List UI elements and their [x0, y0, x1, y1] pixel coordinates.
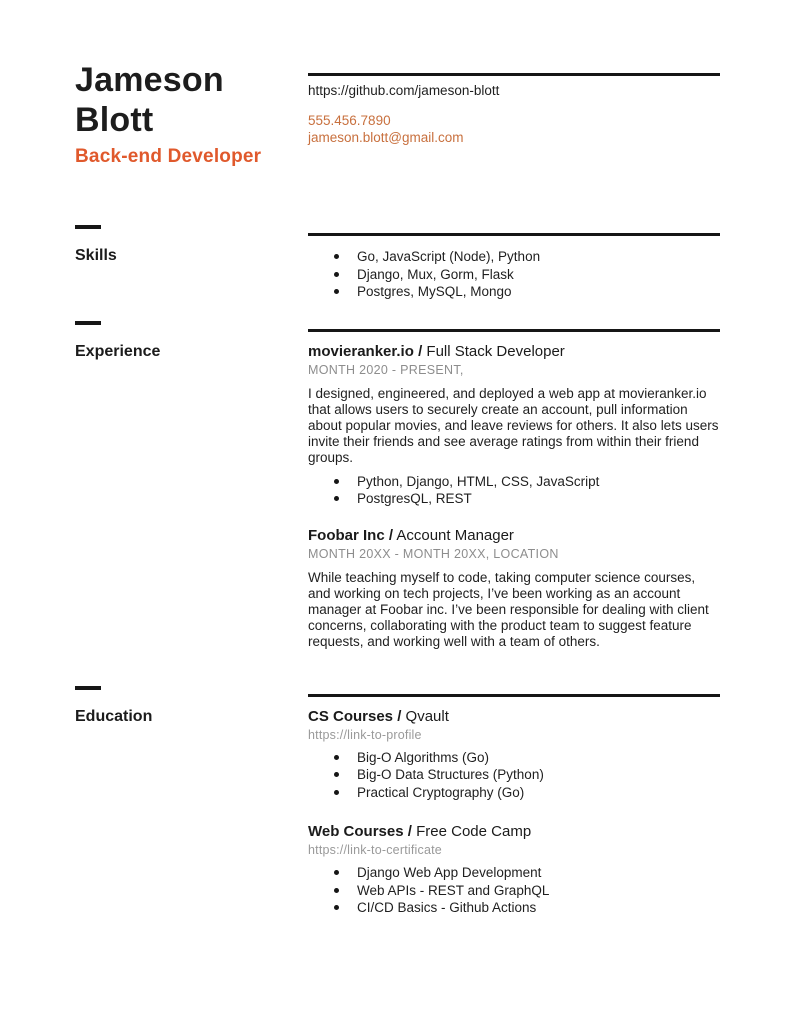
entry-bullet: CI/CD Basics - Github Actions	[308, 899, 720, 917]
experience-section	[75, 321, 720, 650]
entry-description: While teaching myself to code, taking computer science courses, and working on tech projects, I’ve been working as an account manager at Foobar inc. I’ve been responsible for dealing with client concerns, collaborating with the product team to suggest feature requests, and working well with a team of others.	[308, 569, 709, 649]
entry-dates: MONTH 20XX - MONTH 20XX, LOCATION	[308, 546, 559, 561]
title-separator: /	[388, 526, 394, 544]
section-dash	[75, 321, 101, 325]
entry-title	[308, 708, 720, 725]
section-dash	[75, 686, 101, 690]
education-entry-freecodecamp	[308, 823, 720, 917]
person-name	[75, 60, 308, 140]
entry-bullet: Big-O Data Structures (Python)	[308, 766, 720, 784]
last-name: Blott	[75, 101, 154, 139]
school-name: CS Courses	[308, 707, 394, 725]
company-name: Foobar Inc	[308, 526, 385, 544]
entry-bullet-list	[308, 473, 720, 508]
entry-bullet: Web APIs - REST and GraphQL	[308, 882, 720, 900]
entry-description: I designed, engineered, and deployed a web app at movieranker.io that allows users to securely create an account, pull information about popular movies, and leave reviews for others. It also lets users invite their friends and see average ratings from within their friend groups.	[308, 385, 719, 465]
title-separator: /	[407, 823, 412, 840]
program-name: Free Code Camp	[416, 823, 532, 840]
skills-section	[75, 225, 720, 301]
skill-item: Postgres, MySQL, Mongo	[308, 283, 720, 301]
company-name: movieranker.io	[308, 342, 414, 360]
experience-rule	[308, 329, 720, 332]
role-name: Account Manager	[396, 526, 514, 544]
skills-list	[308, 248, 720, 301]
entry-title	[308, 823, 720, 840]
profile-link: https://link-to-profile	[308, 727, 422, 742]
entry-bullet: Big-O Algorithms (Go)	[308, 749, 720, 767]
entry-bullet: PostgresQL, REST	[308, 490, 720, 508]
experience-entry-movieranker	[308, 343, 720, 508]
section-dash	[75, 225, 101, 229]
education-rule	[308, 694, 720, 697]
job-title: Back-end Developer	[75, 146, 262, 167]
first-name: Jameson	[75, 61, 224, 99]
header-rule	[308, 73, 720, 76]
entry-bullet: Practical Cryptography (Go)	[308, 784, 720, 802]
entry-bullet: Django Web App Development	[308, 864, 720, 882]
certificate-link: https://link-to-certificate	[308, 843, 442, 857]
education-entry-qvault	[308, 708, 720, 802]
education-heading: Education	[75, 707, 153, 725]
phone-number: 555.456.7890	[308, 113, 391, 128]
skills-heading: Skills	[75, 247, 117, 264]
entry-bullet: Python, Django, HTML, CSS, JavaScript	[308, 473, 720, 491]
header	[75, 60, 720, 168]
skills-rule	[308, 233, 720, 236]
experience-heading: Experience	[75, 342, 161, 360]
education-section	[75, 686, 720, 917]
program-name: Qvault	[405, 707, 449, 725]
skill-item: Go, JavaScript (Node), Python	[308, 248, 720, 266]
school-name: Web Courses	[308, 823, 404, 840]
entry-dates: MONTH 2020 - PRESENT,	[308, 362, 464, 377]
entry-bullet-list	[308, 864, 720, 917]
email-address: jameson.blott@gmail.com	[308, 130, 464, 145]
entry-bullet-list	[308, 749, 720, 802]
title-separator: /	[418, 342, 423, 360]
experience-entry-foobar	[308, 527, 720, 650]
contact-block	[308, 112, 720, 146]
entry-title	[308, 527, 720, 544]
role-name: Full Stack Developer	[426, 342, 565, 360]
skill-item: Django, Mux, Gorm, Flask	[308, 266, 720, 284]
github-url: https://github.com/jameson-blott	[308, 83, 500, 98]
entry-title	[308, 343, 720, 360]
title-separator: /	[397, 707, 402, 725]
